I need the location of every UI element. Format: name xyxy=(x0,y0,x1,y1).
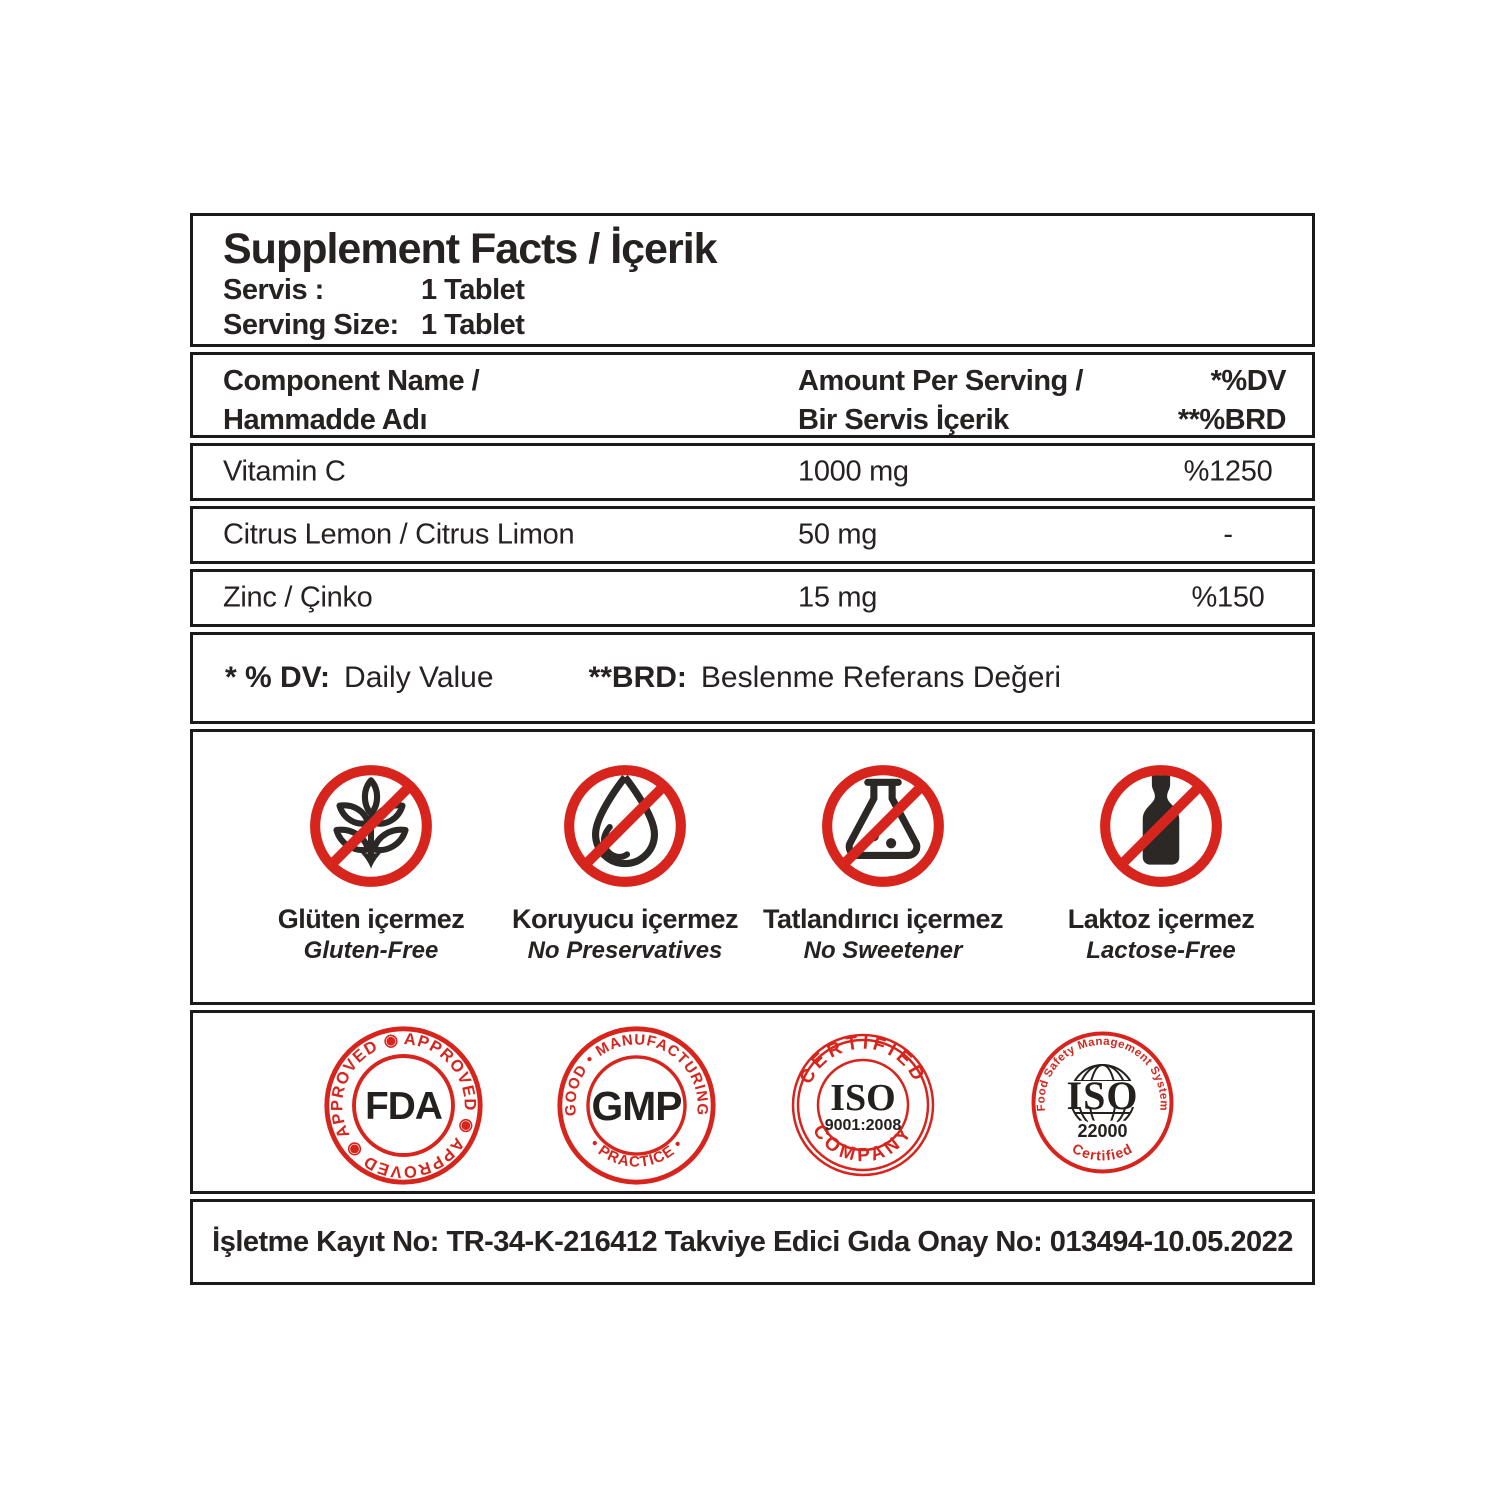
dv-value: %1250 xyxy=(1183,455,1273,488)
badge-label-tr: Glüten içermez xyxy=(277,904,465,934)
page-title: Supplement Facts / İçerik xyxy=(223,225,717,273)
table-row xyxy=(190,569,1315,627)
fda-center-text: FDA xyxy=(365,1085,442,1129)
badge-label-en: No Preservatives xyxy=(527,937,723,964)
table-row xyxy=(190,506,1315,564)
fda-ring-text: APPROVED ◉ APPROVED ◉ APPROVED ◉ xyxy=(328,1030,479,1181)
iso-9001-stamp xyxy=(788,1030,938,1180)
iso22000-ring-bottom-text: Certified xyxy=(1069,1139,1136,1164)
iso-22000-stamp xyxy=(1025,1025,1180,1180)
component-name: Vitamin C xyxy=(223,455,346,488)
iso22000-center-text: ISO xyxy=(1066,1073,1139,1118)
fda-approved-stamp xyxy=(321,1023,486,1188)
column-header-dv: *%DV **%BRD xyxy=(1177,365,1286,436)
iso22000-sub-text: 22000 xyxy=(1077,1121,1128,1141)
flask-crossed-icon xyxy=(817,760,949,892)
brd-footnote-key: **BRD: xyxy=(588,661,687,694)
dv-value: %150 xyxy=(1191,581,1265,614)
component-name: Zinc / Çinko xyxy=(223,581,373,614)
gluten-free-badge xyxy=(231,760,511,965)
wheat-crossed-icon xyxy=(305,760,437,892)
milk-bottle-crossed-icon xyxy=(1095,760,1227,892)
dv-value: - xyxy=(1223,518,1233,551)
badge-label-tr: Tatlandırıcı içermez xyxy=(762,904,1004,934)
serving-label-tr: Servis : xyxy=(223,274,324,307)
column-header-component: Component Name / Hammadde Adı xyxy=(223,365,480,436)
drop-crossed-icon xyxy=(559,760,691,892)
footnote-section xyxy=(190,632,1315,724)
brd-footnote-text: Beslenme Referans Değeri xyxy=(700,661,1062,694)
serving-value-en: 1 Tablet xyxy=(421,308,525,341)
gmp-center-text: GMP xyxy=(591,1083,682,1130)
no-preservatives-badge xyxy=(485,760,765,965)
badge-label-en: No Sweetener xyxy=(803,937,963,964)
amount-value: 1000 mg xyxy=(798,455,909,488)
badge-label-tr: Koruyucu içermez xyxy=(511,904,739,934)
gmp-stamp xyxy=(554,1023,719,1188)
iso9001-center-text: ISO xyxy=(830,1077,896,1119)
serving-line-tr xyxy=(223,273,1312,307)
dv-footnote-key: * % DV: xyxy=(225,661,331,694)
svg-text:Certified xyxy=(1070,1140,1136,1164)
column-header-amount: Amount Per Serving / Bir Servis İçerik xyxy=(798,365,1083,436)
amount-value: 15 mg xyxy=(798,581,878,614)
registration-section xyxy=(190,1199,1315,1285)
badge-label-tr: Laktoz içermez xyxy=(1067,904,1255,934)
iso9001-sub-text: 9001:2008 xyxy=(824,1117,902,1134)
badge-label-en: Gluten-Free xyxy=(303,937,439,964)
certification-stamps-section xyxy=(190,1010,1315,1194)
header-section xyxy=(190,213,1315,347)
no-sweetener-badge xyxy=(743,760,1023,965)
serving-line-en xyxy=(223,308,1312,342)
supplement-facts-label xyxy=(190,213,1315,1290)
component-name: Citrus Lemon / Citrus Limon xyxy=(223,518,575,551)
iso22000-ring-top-text: Food Safety Management System xyxy=(1035,1035,1170,1112)
registration-text: İşletme Kayıt No: TR-34-K-216412 Takviye Edici Gıda Onay No: 013494-10.05.2022 xyxy=(212,1225,1293,1258)
gmp-ring-bottom-text: • PRACTICE • xyxy=(586,1135,687,1171)
serving-value-tr: 1 Tablet xyxy=(421,274,525,307)
free-badges-section xyxy=(190,729,1315,1005)
lactose-free-badge xyxy=(1021,760,1301,965)
dv-footnote-text: Daily Value xyxy=(344,661,494,694)
iso9001-ring-bottom-text: COMPANY xyxy=(808,1121,918,1167)
table-header xyxy=(190,352,1315,438)
serving-label-en: Serving Size: xyxy=(223,308,399,341)
amount-value: 50 mg xyxy=(798,518,878,551)
iso9001-ring-top-text: CERTIFIED xyxy=(795,1032,931,1088)
gmp-ring-top-text: GOOD • MANUFACTURING xyxy=(562,1031,711,1117)
table-row xyxy=(190,443,1315,501)
badge-label-en: Lactose-Free xyxy=(1086,937,1236,964)
